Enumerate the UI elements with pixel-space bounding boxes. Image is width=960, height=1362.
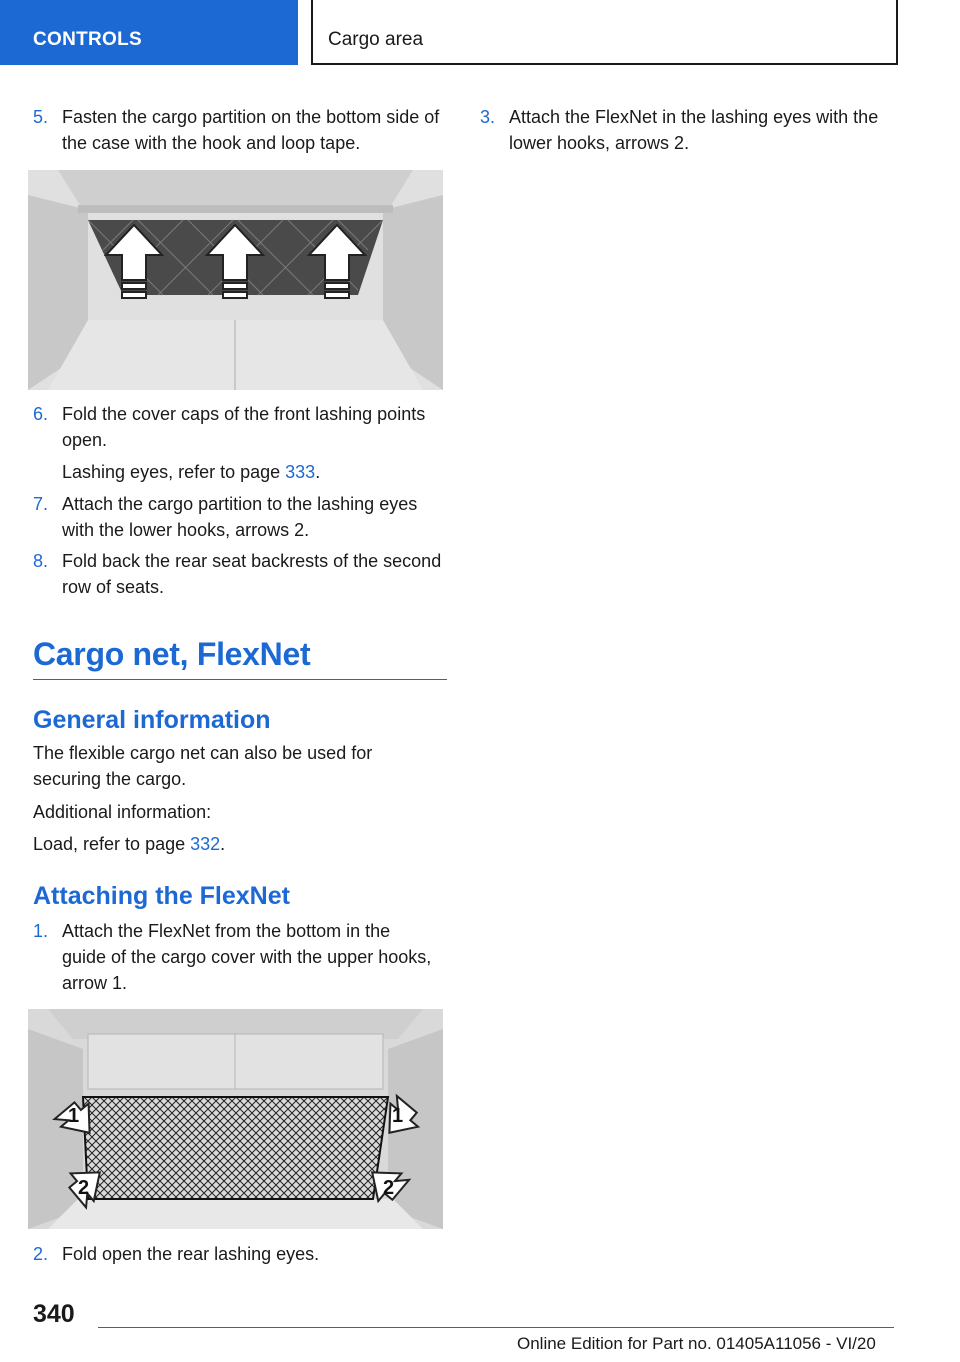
step-number: 7.	[33, 494, 49, 514]
step-number: 3.	[480, 107, 496, 127]
step-number: 5.	[33, 107, 49, 127]
ref-text: Load, refer to page	[33, 834, 191, 854]
ref-text: Lashing eyes, refer to page	[62, 462, 286, 482]
arrow-label: 1	[392, 1105, 404, 1127]
header-topic-box	[311, 0, 898, 65]
step-text: Fasten the cargo partition on the bottom side of the case with the hook and loop tape.	[62, 107, 440, 153]
step-text: Fold open the rear lashing eyes.	[62, 1244, 320, 1264]
header-section-tab	[0, 0, 298, 65]
additional-info-label: Additional information:	[33, 802, 212, 822]
page-link[interactable]: 333	[285, 462, 316, 482]
cross-reference	[33, 831, 225, 857]
page-number: 340	[33, 1300, 75, 1328]
flexnet-figure	[28, 1009, 443, 1229]
section-divider	[33, 679, 447, 680]
cargo-partition-figure	[28, 170, 443, 390]
arrow-label: 2	[78, 1177, 90, 1199]
footer-edition: Online Edition for Part no. 01405A11056 - VI/20	[517, 1334, 876, 1353]
footer-divider	[98, 1327, 894, 1328]
step-number: 6.	[33, 404, 49, 424]
header-section: CONTROLS	[33, 29, 143, 50]
step-text: Attach the FlexNet from the bottom in the guide of the cargo cover with the upper hooks, arrow 1.	[62, 921, 432, 993]
step-text: Fold the cover caps of the front lashing points open.	[62, 404, 426, 450]
step-number: 8.	[33, 551, 49, 571]
ref-suffix: .	[220, 834, 226, 854]
step-text: Fold back the rear seat backrests of the second row of seats.	[62, 551, 442, 597]
header-topic: Cargo area	[328, 29, 424, 50]
step-number: 2.	[33, 1244, 49, 1264]
attaching-flexnet-heading: Attaching the FlexNet	[33, 882, 290, 910]
general-information-heading: General information	[33, 706, 271, 734]
page-link[interactable]: 332	[190, 834, 221, 854]
ref-suffix: .	[315, 462, 321, 482]
arrow-label: 1	[68, 1105, 80, 1127]
step-text: Attach the cargo partition to the lashing eyes with the lower hooks, arrows 2.	[62, 494, 418, 540]
cross-reference	[62, 459, 320, 485]
step-number: 1.	[33, 921, 49, 941]
general-text: The flexible cargo net can also be used for securing the cargo.	[33, 743, 373, 789]
section-title: Cargo net, FlexNet	[33, 636, 311, 672]
arrow-label: 2	[383, 1177, 395, 1199]
step-text: Attach the FlexNet in the lashing eyes with the lower hooks, arrows 2.	[509, 107, 879, 153]
